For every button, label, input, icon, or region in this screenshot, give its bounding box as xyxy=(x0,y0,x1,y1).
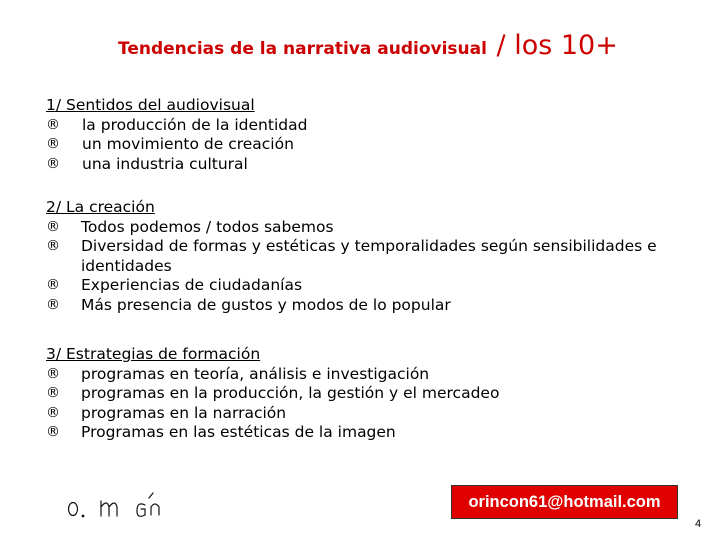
registered-bullet-icon: ® xyxy=(46,116,60,133)
section-creacion xyxy=(46,198,696,315)
list-item: ® un movimiento de creación xyxy=(46,135,294,153)
list-item: ® Todos podemos / todos sabemos xyxy=(46,217,334,236)
email-contact-box: orincon61@hotmail.com xyxy=(451,485,678,519)
registered-bullet-icon: ® xyxy=(46,218,60,235)
section-sentidos xyxy=(46,96,307,174)
list-item: ® programas en teoría, análisis e investigación xyxy=(46,364,430,383)
list-item: ® Más presencia de gustos y modos de lo popular xyxy=(46,295,451,314)
registered-bullet-icon: ® xyxy=(46,296,60,313)
section-heading: 2/ La creación xyxy=(46,198,155,216)
page-number: 4 xyxy=(695,518,702,530)
registered-bullet-icon: ® xyxy=(46,404,60,421)
title-main: Tendencias de la narrativa audiovisual xyxy=(118,39,487,59)
list-item: ® Programas en las estéticas de la imagen xyxy=(46,423,396,441)
title-accent: / los 10+ xyxy=(496,30,618,61)
section-estrategias xyxy=(46,345,499,443)
registered-bullet-icon: ® xyxy=(46,136,60,152)
section-heading: 1/ Sentidos del audiovisual xyxy=(46,96,255,114)
list-item: ® programas en la narración xyxy=(46,403,287,422)
list-item: ® programas en la producción, la gestión y el mercadeo xyxy=(46,384,500,402)
registered-bullet-icon: ® xyxy=(46,385,60,401)
list-item: ® la producción de la identidad xyxy=(46,115,308,134)
registered-bullet-icon: ® xyxy=(46,424,60,440)
registered-bullet-icon: ® xyxy=(46,277,60,293)
slide-title xyxy=(118,30,618,61)
registered-bullet-icon: ® xyxy=(46,365,60,382)
registered-bullet-icon: ® xyxy=(46,155,60,172)
registered-bullet-icon: ® xyxy=(46,238,60,254)
list-item: ® una industria cultural xyxy=(46,154,248,173)
section-heading: 3/ Estrategias de formación xyxy=(46,345,261,363)
list-item: ® Diversidad de formas y estéticas y temporalidades según sensibilidades e identidades xyxy=(46,237,657,275)
handwritten-signature xyxy=(65,487,180,521)
list-item: ® Experiencias de ciudadanías xyxy=(46,276,303,294)
